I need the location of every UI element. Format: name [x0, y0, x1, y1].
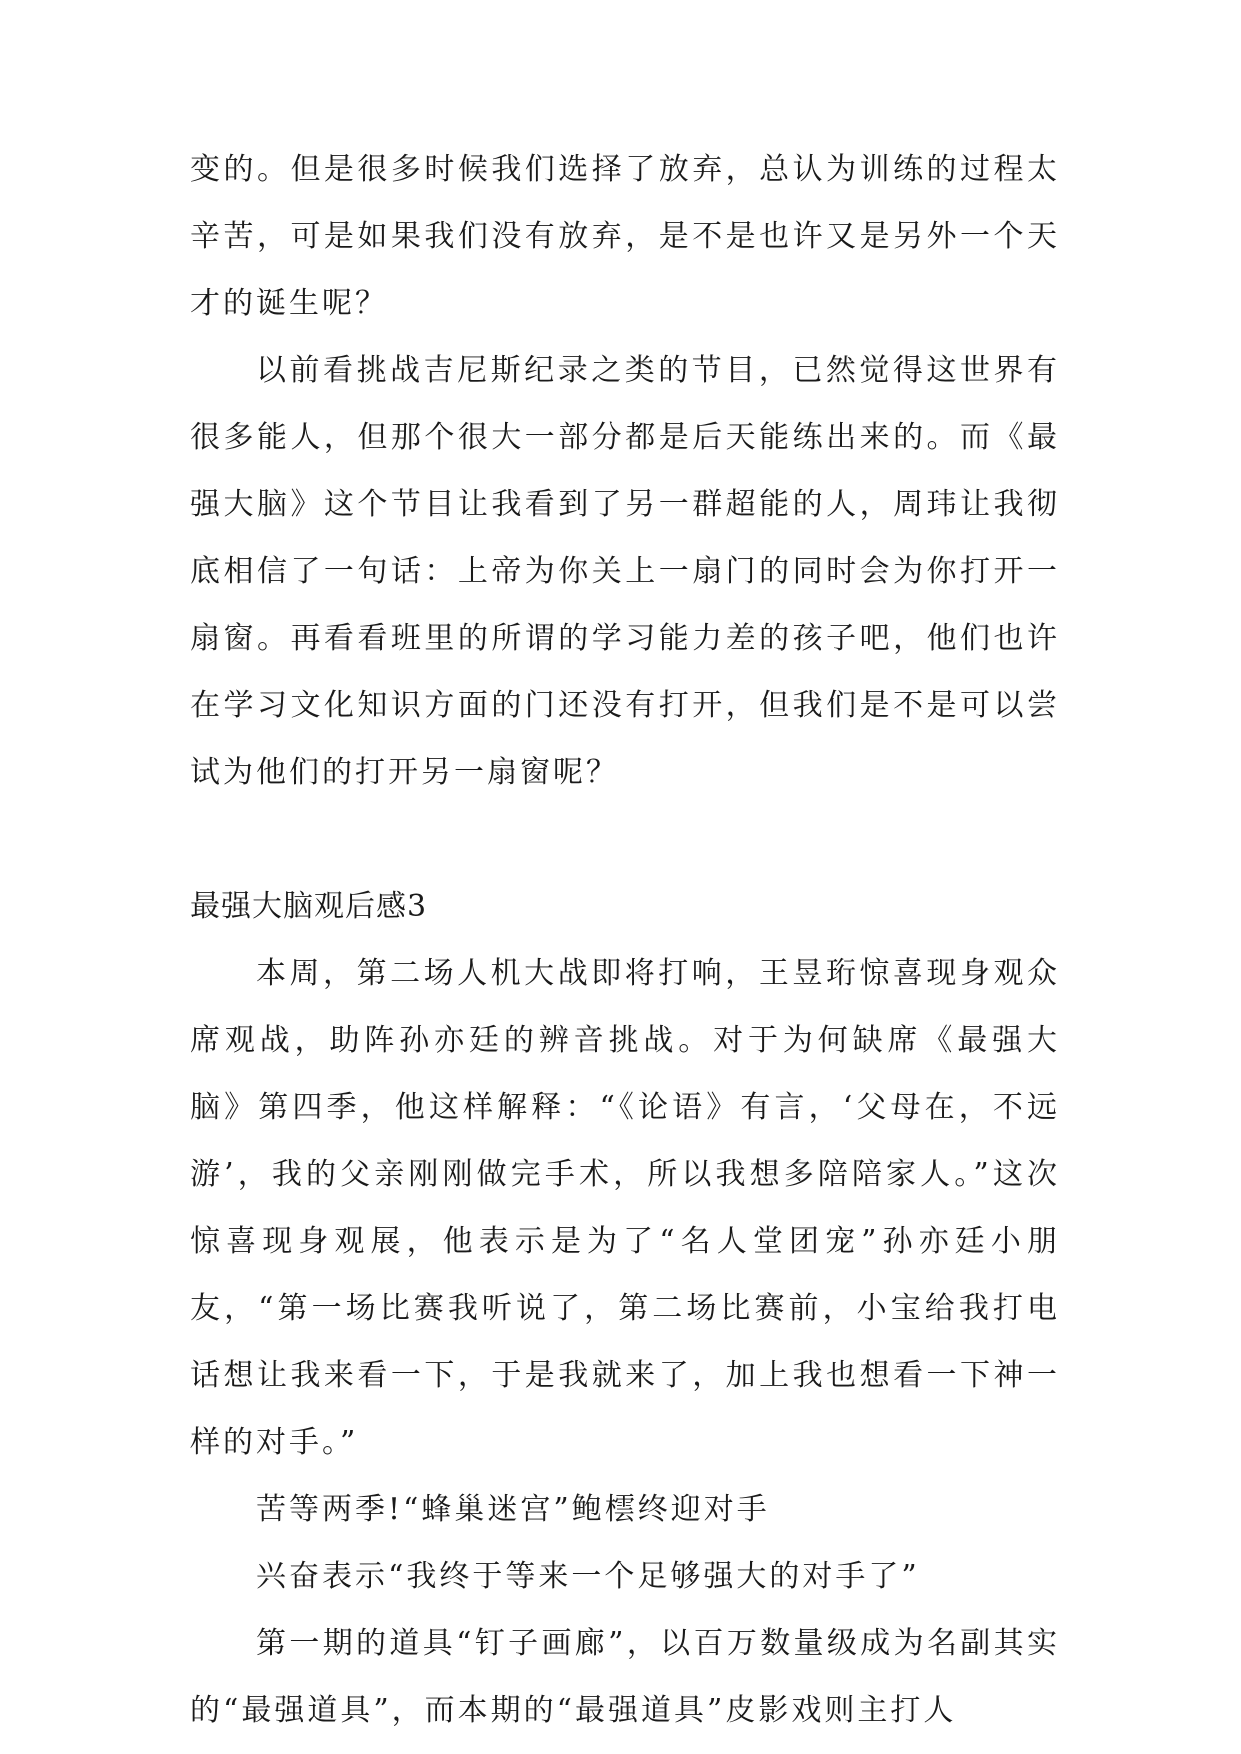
paragraph-subtitle-maze: 苦等两季!“蜂巢迷宫”鲍橒终迎对手 — [256, 1492, 770, 1527]
document-body — [190, 136, 1060, 1744]
paragraph-gap — [190, 806, 1060, 873]
paragraph-continued: 变的。但是很多时候我们选择了放弃，总认为训练的过程太辛苦，可是如果我们没有放弃，是不是也许又是另外一个天才的诞生呢？ — [190, 152, 1060, 321]
paragraph-man-machine-battle: 本周，第二场人机大战即将打响，王昱珩惊喜现身观众席观战，助阵孙亦廷的辨音挑战。对于为何缺席《最强大脑》第四季，他这样解释：“《论语》有言，‘父母在，不远游’，我的父亲刚刚做完手术，所以我想多陪陪家人。”这次惊喜现身观展，他表示是为了“名人堂团宠”孙亦廷小朋友，“第一场比赛我听说了，第二场比赛前，小宝给我打电话想让我来看一下，于是我就来了，加上我也想看一下神一样的对手。” — [190, 956, 1060, 1460]
section-heading: 最强大脑观后感3 — [190, 889, 428, 924]
paragraph-props: 第一期的道具“钉子画廊”，以百万数量级成为名副其实的“最强道具”，而本期的“最强道具”皮影戏则主打人 — [190, 1626, 1060, 1728]
paragraph-guinness: 以前看挑战吉尼斯纪录之类的节目，已然觉得这世界有很多能人，但那个很大一部分都是后天能练出来的。而《最强大脑》这个节目让我看到了另一群超能的人，周玮让我彻底相信了一句话：上帝为你关上一扇门的同时会为你打开一扇窗。再看看班里的所谓的学习能力差的孩子吧，他们也许在学习文化知识方面的门还没有打开，但我们是不是可以尝试为他们的打开另一扇窗呢？ — [190, 353, 1060, 790]
paragraph-subtitle-opponent: 兴奋表示“我终于等来一个足够强大的对手了” — [256, 1559, 920, 1594]
